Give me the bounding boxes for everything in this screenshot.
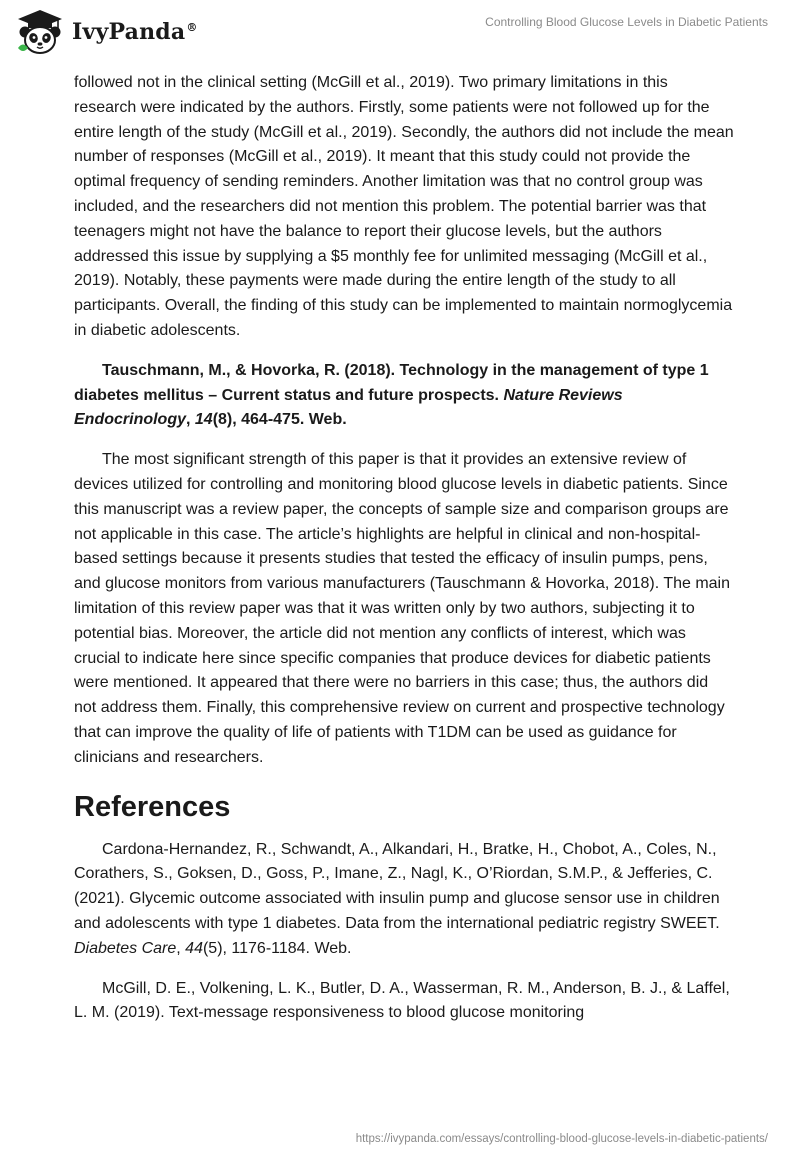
running-title: Controlling Blood Glucose Levels in Diabetic Patients: [485, 15, 768, 29]
brand-logo[interactable]: [14, 8, 198, 56]
footer-source-url[interactable]: https://ivypanda.com/essays/controlling-blood-glucose-levels-in-diabetic-patients/: [355, 1133, 768, 1145]
paragraph-tauschmann-discussion: The most significant strength of this paper is that it provides an extensive review of devices utilized for controlling and monitoring blood glucose levels in diabetic patients. Since this manuscript was a review paper, the concepts of sample size and comparison groups are not applicable in this case. The article’s highlights are helpful in clinical and non-hospital-based settings because it presents studies that tested the efficacy of insulin pumps, pens, and glucose monitors from various manufacturers (Tauschmann & Hovorka, 2018). The main limitation of this review paper was that it was written only by two authors, subjecting it to potential bias. Moreover, the article did not mention any conflicts of interest, which was crucial to indicate here since specific companies that produce devices for diabetic patients were mentioned. It appeared that there were no barriers in this case; thus, the authors did not address them. Finally, this comprehensive review on current and prospective technology that can improve the quality of life of patients with T1DM can be used as guidance for clinicians and researchers.: [74, 451, 731, 766]
brand-name: IvyPanda®: [72, 19, 198, 45]
reference-mcgill: McGill, D. E., Volkening, L. K., Butler, D. A., Wasserman, R. M., Anderson, B. J., & Laffel, L. M. (2019). Text-message responsiveness to blood glucose monitoring: [74, 979, 730, 1022]
essay-body: [74, 71, 734, 1026]
annotated-citation-tauschmann: Tauschmann, M., & Hovorka, R. (2018). Technology in the management of type 1 diabetes mellitus – Current status and future prospects. Nature Reviews Endocrinology, 14(8), 464-475. Web.: [74, 361, 709, 429]
reference-journal: Diabetes Care: [74, 939, 177, 957]
reference-volume: 44: [185, 939, 203, 957]
citation-volume: 14: [194, 411, 213, 429]
reference-cardona-hernandez: Cardona-Hernandez, R., Schwandt, A., Alkandari, H., Bratke, H., Chobot, A., Coles, N., Corathers, S., Goksen, D., Goss, P., Imane, Z., Nagl, K., O’Riordan, S.M.P., & Jefferies, C. (2021). Glycemic outcome associated with insulin pump and glucose sensor use in children and adolescents with type 1 diabetes. Data from the international pediatric registry SWEET. Diabetes Care, 44(5), 1176-1184. Web.: [74, 840, 720, 957]
page-header: [0, 0, 800, 70]
citation-journal: Nature Reviews Endocrinology: [74, 386, 623, 429]
paragraph-mcgill-discussion: followed not in the clinical setting (McGill et al., 2019). Two primary limitations in this research were indicated by the authors. Firstly, some patients were not followed up for the entire length of the study (McGill et al., 2019). Secondly, the authors did not include the mean number of responses (McGill et al., 2019). It meant that this study could not provide the optimal frequency of sending reminders. Another limitation was that no control group was included, and the researchers did not mention this problem. The potential barrier was that teenagers might not have the balance to report their glucose levels, but the authors addressed this issue by supplying a $5 monthly fee for unlimited messaging (McGill et al., 2019). Notably, these payments were made during the entire length of the study to all participants. Overall, the finding of this study can be implemented to maintain normoglycemia in diabetic adolescents.: [74, 74, 734, 339]
panda-graduate-logo-icon: [14, 8, 66, 56]
references-heading: References: [74, 790, 231, 823]
